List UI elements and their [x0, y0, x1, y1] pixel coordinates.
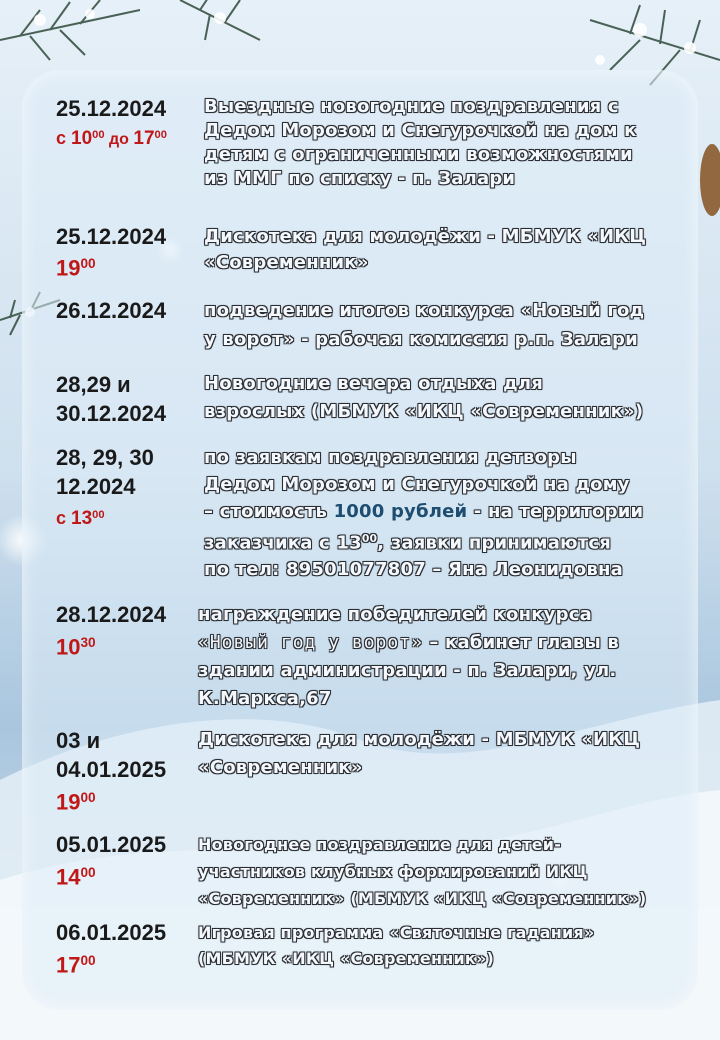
event-description: Дискотека для молодёжи - МБМУК «ИКЦ «Современник» [204, 226, 647, 273]
event-date: 05.01.2025 $14^{00}$ [56, 832, 167, 890]
event-date: 26.12.2024 [56, 298, 167, 323]
event-date: 28, 29, 30 12.2024 с $13^{00}$ [56, 445, 154, 530]
event-description: Новогоднее поздравление для детей- участников клубных формирований ИКЦ «Современник» (МБМУК «ИКЦ «Современник») [198, 835, 647, 908]
event-date: 25.12.2024 $19^{00}$ [56, 224, 167, 281]
event-date: 06.01.2025 $17^{00}$ [56, 920, 167, 978]
contact-phone: по тел: 89501077807 – Яна Леонидовна [204, 559, 624, 581]
event-description: по заявкам поздравления детворы Дедом Морозом и Снегурочкой на дому – стоимость 1000 рублей - на территории заказчика с $13^{00}$, заявки принимаются по тел: 89501077807 – Яна Леонидовна [204, 444, 643, 583]
event-description: Дискотека для молодёжи - МБМУК «ИКЦ «Современник» [198, 729, 641, 778]
event-date: 28.12.2024 $10^{30}$ [56, 602, 167, 660]
event-description: Игровая программа «Святочные гадания» (МБМУК «ИКЦ «Современник») [198, 923, 595, 968]
event-date: 28,29 и 30.12.2024 [56, 372, 167, 426]
event-date: 03 и 04.01.2025 $19^{00}$ [56, 728, 167, 815]
event-date: 25.12.2024 с $10^{00}$ до $17^{00}$ [56, 96, 167, 150]
price-highlight: 1000 рублей [333, 501, 468, 522]
pine-cone-icon [700, 144, 720, 216]
event-description: Выездные новогодние поздравления с Дедом Морозом и Снегурочкой на дом к детям с ограниченными возможностями из ММГ по списку - п. Залари [204, 96, 637, 189]
event-description: подведение итогов конкурса «Новый год у ворот» - рабочая комиссия р.п. Залари [204, 300, 645, 350]
event-description: награждение победителей конкурса «Новый год у ворот» – кабинет главы в здании администрации - п. Залари, ул. К.Маркса,67 [198, 604, 619, 709]
event-description: Новогодние вечера отдыха для взрослых (МБМУК «ИКЦ «Современник») [204, 373, 644, 422]
